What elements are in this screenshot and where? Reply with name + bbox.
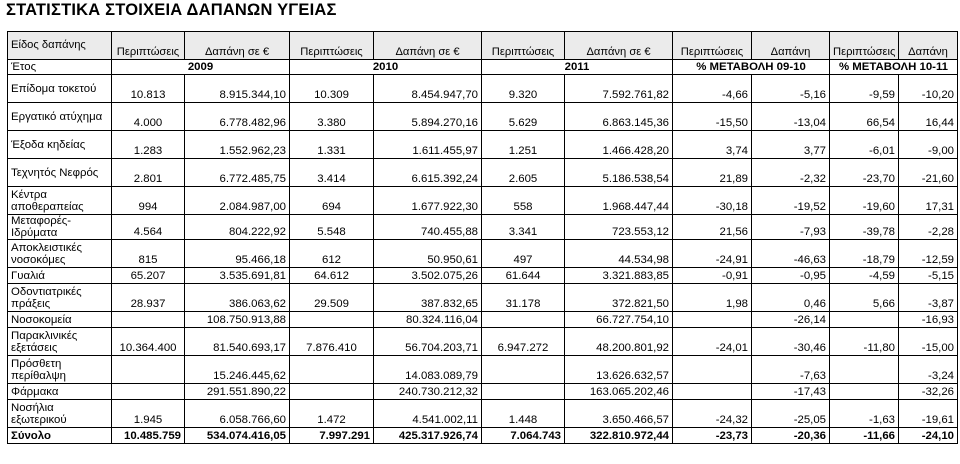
row-label: Σύνολο bbox=[8, 428, 112, 444]
table-row bbox=[8, 187, 958, 215]
table-cell: -24,10 bbox=[899, 428, 958, 444]
table-cell: 7.876.410 bbox=[290, 328, 374, 356]
header-col: Περιπτώσεις bbox=[112, 32, 185, 60]
row-label: Εργατικό ατύχημα bbox=[8, 103, 112, 131]
table-cell: 2.605 bbox=[482, 159, 565, 187]
table-cell: 1.677.922,30 bbox=[374, 187, 482, 215]
table-cell: 3.535.691,81 bbox=[185, 268, 290, 284]
page-title: ΣΤΑΤΙΣΤΙΚΑ ΣΤΟΙΧΕΙΑ ΔΑΠΑΝΩΝ ΥΓΕΙΑΣ bbox=[6, 1, 337, 19]
row-label: Μεταφορές-Ιδρύματα bbox=[8, 215, 112, 240]
table-cell: 815 bbox=[112, 240, 185, 268]
table-cell: 21,56 bbox=[673, 215, 752, 240]
year-group: 2009 bbox=[112, 60, 290, 75]
table-cell: 740.455,88 bbox=[374, 215, 482, 240]
table-cell: -12,59 bbox=[899, 240, 958, 268]
table-cell: 10.309 bbox=[290, 75, 374, 103]
table-cell: -2,32 bbox=[752, 159, 830, 187]
table-cell: 8.454.947,70 bbox=[374, 75, 482, 103]
table-cell bbox=[673, 356, 752, 384]
header-col: Περιπτώσεις bbox=[830, 32, 899, 60]
table-cell: 4.541.002,11 bbox=[374, 400, 482, 428]
table-cell: 387.832,65 bbox=[374, 284, 482, 312]
table-cell: -25,05 bbox=[752, 400, 830, 428]
table-cell: 372.821,50 bbox=[565, 284, 673, 312]
table-cell: -24,32 bbox=[673, 400, 752, 428]
table-cell: 5.548 bbox=[290, 215, 374, 240]
table-cell: -13,04 bbox=[752, 103, 830, 131]
table-cell: -30,18 bbox=[673, 187, 752, 215]
table-cell: -26,14 bbox=[752, 312, 830, 328]
table-row bbox=[8, 400, 958, 428]
row-label: Φάρμακα bbox=[8, 384, 112, 400]
table-cell: 240.730.212,32 bbox=[374, 384, 482, 400]
table-cell: 1.472 bbox=[290, 400, 374, 428]
table-cell: -16,93 bbox=[899, 312, 958, 328]
table-cell: 6.863.145,36 bbox=[565, 103, 673, 131]
table-row bbox=[8, 131, 958, 159]
table-cell: -7,93 bbox=[752, 215, 830, 240]
table-cell: 5,66 bbox=[830, 284, 899, 312]
table-cell bbox=[830, 312, 899, 328]
table-cell: 1.968.447,44 bbox=[565, 187, 673, 215]
table-cell: -19,61 bbox=[899, 400, 958, 428]
table-cell: -17,43 bbox=[752, 384, 830, 400]
table-cell: 9.320 bbox=[482, 75, 565, 103]
table-cell: 6.058.766,60 bbox=[185, 400, 290, 428]
table-cell: -15,00 bbox=[899, 328, 958, 356]
row-label: Κέντρα αποθεραπείας bbox=[8, 187, 112, 215]
header-col: Δαπάνη bbox=[752, 32, 830, 60]
table-cell: -32,26 bbox=[899, 384, 958, 400]
row-label: Παρακλινικές εξετάσεις bbox=[8, 328, 112, 356]
row-label: Τεχνητός Νεφρός bbox=[8, 159, 112, 187]
table-row bbox=[8, 356, 958, 384]
row-label: Νοσοκομεία bbox=[8, 312, 112, 328]
row-label: Πρόσθετη περίθαλψη bbox=[8, 356, 112, 384]
table-cell: 44.534,98 bbox=[565, 240, 673, 268]
table-cell: -11,80 bbox=[830, 328, 899, 356]
table-cell: 0,46 bbox=[752, 284, 830, 312]
table-cell: 1.945 bbox=[112, 400, 185, 428]
table-cell: 723.553,12 bbox=[565, 215, 673, 240]
table-cell: 6.615.392,24 bbox=[374, 159, 482, 187]
table-cell: 29.509 bbox=[290, 284, 374, 312]
header-col: Περιπτώσεις bbox=[290, 32, 374, 60]
table-cell: 497 bbox=[482, 240, 565, 268]
table-cell: 5.894.270,16 bbox=[374, 103, 482, 131]
table-cell: -39,78 bbox=[830, 215, 899, 240]
table-cell: -15,50 bbox=[673, 103, 752, 131]
table-cell: 1.552.962,23 bbox=[185, 131, 290, 159]
table-cell: 386.063,62 bbox=[185, 284, 290, 312]
header-col: Δαπάνη σε € bbox=[374, 32, 482, 60]
table-cell: 81.540.693,17 bbox=[185, 328, 290, 356]
table-cell: -21,60 bbox=[899, 159, 958, 187]
table-cell: 994 bbox=[112, 187, 185, 215]
table-cell: 3.321.883,85 bbox=[565, 268, 673, 284]
table-cell: 3.341 bbox=[482, 215, 565, 240]
table-row bbox=[8, 215, 958, 240]
table-cell: 804.222,92 bbox=[185, 215, 290, 240]
table-cell bbox=[482, 356, 565, 384]
table-row bbox=[8, 103, 958, 131]
table-cell: 4.000 bbox=[112, 103, 185, 131]
row-label: Οδοντιατρικές πράξεις bbox=[8, 284, 112, 312]
table-cell: 558 bbox=[482, 187, 565, 215]
table-cell: 10.364.400 bbox=[112, 328, 185, 356]
table-cell: 1.331 bbox=[290, 131, 374, 159]
table-cell bbox=[830, 384, 899, 400]
table-cell: 66,54 bbox=[830, 103, 899, 131]
header-col: Δαπάνη σε € bbox=[565, 32, 673, 60]
table-cell: 5.629 bbox=[482, 103, 565, 131]
table-cell: -9,59 bbox=[830, 75, 899, 103]
table-cell: 3,77 bbox=[752, 131, 830, 159]
table-cell: -0,91 bbox=[673, 268, 752, 284]
table-cell bbox=[482, 312, 565, 328]
table-cell: 5.186.538,54 bbox=[565, 159, 673, 187]
table-row bbox=[8, 312, 958, 328]
table-cell: 66.727.754,10 bbox=[565, 312, 673, 328]
table-cell: -7,63 bbox=[752, 356, 830, 384]
table-cell: -23,70 bbox=[830, 159, 899, 187]
table-cell: 10.485.759 bbox=[112, 428, 185, 444]
table-cell: -20,36 bbox=[752, 428, 830, 444]
table-cell: -19,60 bbox=[830, 187, 899, 215]
table-cell: -6,01 bbox=[830, 131, 899, 159]
table-cell: -23,73 bbox=[673, 428, 752, 444]
table-cell: 13.626.632,57 bbox=[565, 356, 673, 384]
table-cell: 56.704.203,71 bbox=[374, 328, 482, 356]
table-cell: 694 bbox=[290, 187, 374, 215]
table-cell: -11,66 bbox=[830, 428, 899, 444]
table-cell bbox=[290, 356, 374, 384]
year-row-label: Έτος bbox=[8, 60, 112, 75]
table-row bbox=[8, 159, 958, 187]
row-label: Νοσήλια εξωτερικού bbox=[8, 400, 112, 428]
header-col: Δαπάνη bbox=[899, 32, 958, 60]
table-cell bbox=[112, 312, 185, 328]
table-cell: 21,89 bbox=[673, 159, 752, 187]
table-cell bbox=[830, 356, 899, 384]
table-cell: -5,15 bbox=[899, 268, 958, 284]
header-col: Δαπάνη σε € bbox=[185, 32, 290, 60]
table-cell: 7.997.291 bbox=[290, 428, 374, 444]
table-cell: 3.414 bbox=[290, 159, 374, 187]
table-cell bbox=[112, 356, 185, 384]
table-cell: 14.083.089,79 bbox=[374, 356, 482, 384]
table-cell: -19,52 bbox=[752, 187, 830, 215]
table-cell: 61.644 bbox=[482, 268, 565, 284]
table-cell: 8.915.344,10 bbox=[185, 75, 290, 103]
year-group: % ΜΕΤΑΒΟΛΗ 09-10 bbox=[673, 60, 830, 75]
table-cell: 17,31 bbox=[899, 187, 958, 215]
table-row bbox=[8, 384, 958, 400]
health-expenses-table bbox=[7, 31, 958, 444]
table-cell: 1.611.455,97 bbox=[374, 131, 482, 159]
row-label: Επίδομα τοκετού bbox=[8, 75, 112, 103]
table-cell: 48.200.801,92 bbox=[565, 328, 673, 356]
table-row bbox=[8, 240, 958, 268]
table-cell: 534.074.416,05 bbox=[185, 428, 290, 444]
table-cell: 291.551.890,22 bbox=[185, 384, 290, 400]
year-group: 2011 bbox=[482, 60, 673, 75]
table-cell: 6.778.482,96 bbox=[185, 103, 290, 131]
header-col: Περιπτώσεις bbox=[482, 32, 565, 60]
header-first: Είδος δαπάνης bbox=[8, 32, 112, 60]
table-cell bbox=[290, 384, 374, 400]
table-cell: 425.317.926,74 bbox=[374, 428, 482, 444]
table-cell: 1,98 bbox=[673, 284, 752, 312]
table-cell: 322.810.972,44 bbox=[565, 428, 673, 444]
table-cell: -18,79 bbox=[830, 240, 899, 268]
table-cell: -10,20 bbox=[899, 75, 958, 103]
header-row bbox=[8, 32, 958, 60]
table-row bbox=[8, 75, 958, 103]
table-cell: 1.251 bbox=[482, 131, 565, 159]
table-cell: -4,59 bbox=[830, 268, 899, 284]
table-cell bbox=[112, 384, 185, 400]
table-cell: 15.246.445,62 bbox=[185, 356, 290, 384]
table-cell: -3,24 bbox=[899, 356, 958, 384]
table-cell: 6.772.485,75 bbox=[185, 159, 290, 187]
table-cell: 16,44 bbox=[899, 103, 958, 131]
table-cell: 2.801 bbox=[112, 159, 185, 187]
table-cell: 3,74 bbox=[673, 131, 752, 159]
table-cell: 64.612 bbox=[290, 268, 374, 284]
table-cell: -1,63 bbox=[830, 400, 899, 428]
table-cell: 1.448 bbox=[482, 400, 565, 428]
row-label: Έξοδα κηδείας bbox=[8, 131, 112, 159]
row-label: Γυαλιά bbox=[8, 268, 112, 284]
table-cell: 1.283 bbox=[112, 131, 185, 159]
table-cell: 1.466.428,20 bbox=[565, 131, 673, 159]
table-cell: 612 bbox=[290, 240, 374, 268]
table-cell bbox=[673, 384, 752, 400]
table-cell: 80.324.116,04 bbox=[374, 312, 482, 328]
table-cell bbox=[673, 312, 752, 328]
table-cell: -24,01 bbox=[673, 328, 752, 356]
year-group: 2010 bbox=[290, 60, 482, 75]
table-cell bbox=[482, 384, 565, 400]
table-row bbox=[8, 268, 958, 284]
row-label: Αποκλειστικές νοσοκόμες bbox=[8, 240, 112, 268]
table-cell: 7.592.761,82 bbox=[565, 75, 673, 103]
table-cell: 6.947.272 bbox=[482, 328, 565, 356]
table-cell: 95.466,18 bbox=[185, 240, 290, 268]
table-cell: 28.937 bbox=[112, 284, 185, 312]
table-cell: -0,95 bbox=[752, 268, 830, 284]
table-cell: 3.380 bbox=[290, 103, 374, 131]
table-row bbox=[8, 284, 958, 312]
table-cell: -2,28 bbox=[899, 215, 958, 240]
table-cell: 2.084.987,00 bbox=[185, 187, 290, 215]
table-cell: -3,87 bbox=[899, 284, 958, 312]
table-cell: -5,16 bbox=[752, 75, 830, 103]
table-cell: 163.065.202,46 bbox=[565, 384, 673, 400]
table-cell: -46,63 bbox=[752, 240, 830, 268]
table-cell: -24,91 bbox=[673, 240, 752, 268]
table-row bbox=[8, 328, 958, 356]
table-cell: 31.178 bbox=[482, 284, 565, 312]
table-cell: 4.564 bbox=[112, 215, 185, 240]
table-cell: 3.502.075,26 bbox=[374, 268, 482, 284]
header-col: Περιπτώσεις bbox=[673, 32, 752, 60]
table-cell: -30,46 bbox=[752, 328, 830, 356]
table-cell: 10.813 bbox=[112, 75, 185, 103]
year-row bbox=[8, 60, 958, 75]
table-cell: 50.950,61 bbox=[374, 240, 482, 268]
table-cell: -4,66 bbox=[673, 75, 752, 103]
year-group: % ΜΕΤΑΒΟΛΗ 10-11 bbox=[830, 60, 958, 75]
table-cell bbox=[290, 312, 374, 328]
table-cell: 108.750.913,88 bbox=[185, 312, 290, 328]
table-cell: -9,00 bbox=[899, 131, 958, 159]
table-cell: 65.207 bbox=[112, 268, 185, 284]
table-cell: 7.064.743 bbox=[482, 428, 565, 444]
table-cell: 3.650.466,57 bbox=[565, 400, 673, 428]
total-row bbox=[8, 428, 958, 444]
